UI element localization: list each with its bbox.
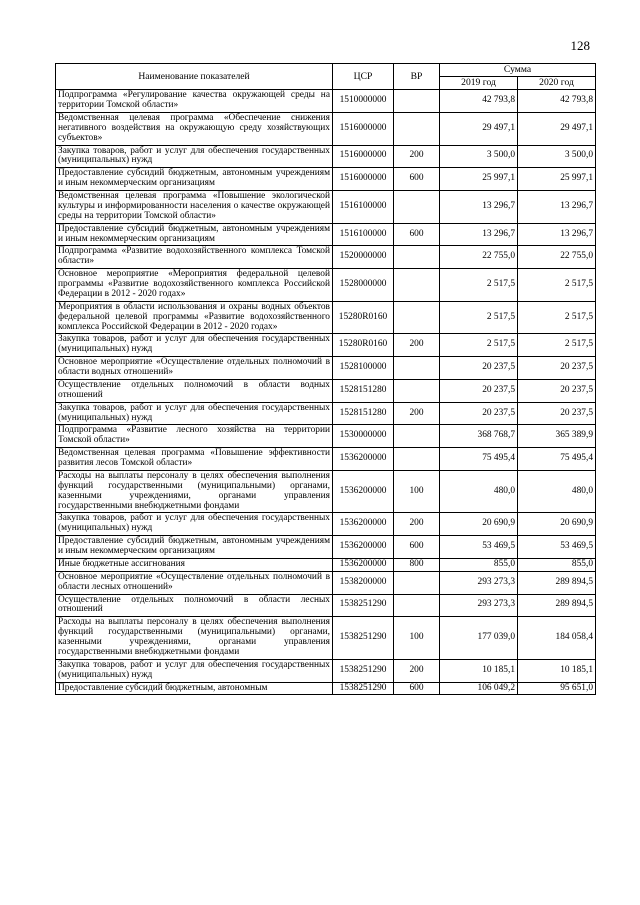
row-name: Мероприятия в области использования и охраны водных объектов федеральной целевой программы «Развитие водохозяйственного комплекса Российской Федерации в 2012 - 2020 годах» bbox=[56, 301, 333, 334]
row-vr bbox=[394, 269, 440, 302]
page-number: 128 bbox=[570, 38, 590, 53]
table-row bbox=[56, 536, 596, 559]
header-sum: Сумма bbox=[440, 64, 596, 77]
row-vr: 200 bbox=[394, 659, 440, 682]
row-csr: 1528151280 bbox=[333, 402, 394, 425]
row-vr: 600 bbox=[394, 536, 440, 559]
table-row bbox=[56, 112, 596, 145]
row-vr: 200 bbox=[394, 513, 440, 536]
row-vr bbox=[394, 90, 440, 113]
row-csr: 1516100000 bbox=[333, 223, 394, 246]
row-sum-2019: 293 273,3 bbox=[440, 594, 518, 617]
row-csr: 1516000000 bbox=[333, 145, 394, 168]
row-name: Подпрограмма «Развитие водохозяйственного комплекса Томской области» bbox=[56, 246, 333, 269]
row-name: Подпрограмма «Регулирование качества окружающей среды на территории Томской области» bbox=[56, 90, 333, 113]
row-vr: 200 bbox=[394, 145, 440, 168]
row-sum-2020: 480,0 bbox=[518, 470, 596, 513]
row-sum-2020: 29 497,1 bbox=[518, 112, 596, 145]
row-csr: 1516000000 bbox=[333, 168, 394, 191]
row-sum-2019: 10 185,1 bbox=[440, 659, 518, 682]
row-csr: 1536200000 bbox=[333, 536, 394, 559]
table-row bbox=[56, 425, 596, 448]
row-csr: 1520000000 bbox=[333, 246, 394, 269]
row-vr bbox=[394, 379, 440, 402]
row-name: Расходы на выплаты персоналу в целях обеспечения выполнения функций государственными (муниципальными) органами, казенными учреждениями, органами управления государственными внебюджетными фондами bbox=[56, 470, 333, 513]
table-row bbox=[56, 571, 596, 594]
row-sum-2019: 3 500,0 bbox=[440, 145, 518, 168]
row-name: Предоставление субсидий бюджетным, автономным bbox=[56, 682, 333, 695]
row-name: Осуществление отдельных полномочий в области водных отношений bbox=[56, 379, 333, 402]
row-vr bbox=[394, 112, 440, 145]
row-name: Предоставление субсидий бюджетным, автономным учреждениям и иным некоммерческим организациям bbox=[56, 168, 333, 191]
row-name: Закупка товаров, работ и услуг для обеспечения государственных (муниципальных) нужд bbox=[56, 334, 333, 357]
row-sum-2020: 13 296,7 bbox=[518, 223, 596, 246]
row-sum-2020: 20 237,5 bbox=[518, 379, 596, 402]
row-csr: 1516100000 bbox=[333, 191, 394, 224]
row-name: Предоставление субсидий бюджетным, автономным учреждениям и иным некоммерческим организациям bbox=[56, 536, 333, 559]
row-sum-2020: 42 793,8 bbox=[518, 90, 596, 113]
row-sum-2019: 106 049,2 bbox=[440, 682, 518, 695]
row-csr: 15280R0160 bbox=[333, 334, 394, 357]
row-csr: 1536200000 bbox=[333, 448, 394, 471]
row-csr: 1510000000 bbox=[333, 90, 394, 113]
row-csr: 1528000000 bbox=[333, 269, 394, 302]
row-csr: 1528100000 bbox=[333, 357, 394, 380]
row-name: Ведомственная целевая программа «Обеспечение снижения негативного воздействия на окружающую среду хозяйствующих субъектов» bbox=[56, 112, 333, 145]
row-name: Подпрограмма «Развитие лесного хозяйства на территории Томской области» bbox=[56, 425, 333, 448]
budget-table bbox=[55, 63, 596, 695]
row-sum-2019: 20 690,9 bbox=[440, 513, 518, 536]
row-name: Закупка товаров, работ и услуг для обеспечения государственных (муниципальных) нужд bbox=[56, 145, 333, 168]
row-name: Иные бюджетные ассигнования bbox=[56, 558, 333, 571]
row-vr: 200 bbox=[394, 402, 440, 425]
row-csr: 1528151280 bbox=[333, 379, 394, 402]
table-row bbox=[56, 223, 596, 246]
row-sum-2020: 289 894,5 bbox=[518, 571, 596, 594]
table-row bbox=[56, 334, 596, 357]
row-csr: 1536200000 bbox=[333, 470, 394, 513]
row-sum-2020: 2 517,5 bbox=[518, 301, 596, 334]
row-vr: 200 bbox=[394, 334, 440, 357]
table-body bbox=[56, 90, 596, 695]
row-vr: 800 bbox=[394, 558, 440, 571]
row-sum-2020: 95 651,0 bbox=[518, 682, 596, 695]
table-row bbox=[56, 246, 596, 269]
row-sum-2019: 368 768,7 bbox=[440, 425, 518, 448]
row-csr: 15280R0160 bbox=[333, 301, 394, 334]
table-row bbox=[56, 191, 596, 224]
row-sum-2019: 42 793,8 bbox=[440, 90, 518, 113]
row-name: Основное мероприятие «Осуществление отдельных полномочий в области водных отношений» bbox=[56, 357, 333, 380]
table-row bbox=[56, 357, 596, 380]
row-csr: 1538200000 bbox=[333, 571, 394, 594]
row-sum-2020: 10 185,1 bbox=[518, 659, 596, 682]
table-row bbox=[56, 402, 596, 425]
table-row bbox=[56, 379, 596, 402]
row-csr: 1516000000 bbox=[333, 112, 394, 145]
table-row bbox=[56, 269, 596, 302]
row-vr bbox=[394, 301, 440, 334]
header-csr: ЦСР bbox=[333, 64, 394, 90]
row-name: Осуществление отдельных полномочий в области лесных отношений bbox=[56, 594, 333, 617]
row-sum-2020: 13 296,7 bbox=[518, 191, 596, 224]
row-vr: 600 bbox=[394, 168, 440, 191]
table-row bbox=[56, 448, 596, 471]
row-vr bbox=[394, 571, 440, 594]
row-sum-2019: 25 997,1 bbox=[440, 168, 518, 191]
row-sum-2019: 29 497,1 bbox=[440, 112, 518, 145]
row-sum-2019: 20 237,5 bbox=[440, 357, 518, 380]
row-sum-2019: 293 273,3 bbox=[440, 571, 518, 594]
row-name: Закупка товаров, работ и услуг для обеспечения государственных (муниципальных) нужд bbox=[56, 402, 333, 425]
row-sum-2019: 20 237,5 bbox=[440, 379, 518, 402]
row-vr: 100 bbox=[394, 617, 440, 660]
table-row bbox=[56, 145, 596, 168]
row-sum-2020: 53 469,5 bbox=[518, 536, 596, 559]
row-csr: 1536200000 bbox=[333, 558, 394, 571]
row-sum-2019: 75 495,4 bbox=[440, 448, 518, 471]
row-name: Ведомственная целевая программа «Повышение экологической культуры и информированности населения о качестве окружающей среды на территории Томской области» bbox=[56, 191, 333, 224]
row-sum-2019: 855,0 bbox=[440, 558, 518, 571]
row-name: Закупка товаров, работ и услуг для обеспечения государственных (муниципальных) нужд bbox=[56, 659, 333, 682]
table-row bbox=[56, 594, 596, 617]
header-year-2019: 2019 год bbox=[440, 77, 518, 90]
table-row bbox=[56, 617, 596, 660]
header-year-2020: 2020 год bbox=[518, 77, 596, 90]
row-sum-2019: 2 517,5 bbox=[440, 334, 518, 357]
row-vr: 600 bbox=[394, 223, 440, 246]
row-sum-2020: 289 894,5 bbox=[518, 594, 596, 617]
row-sum-2019: 2 517,5 bbox=[440, 301, 518, 334]
table-row bbox=[56, 470, 596, 513]
row-name: Основное мероприятие «Осуществление отдельных полномочий в области лесных отношений» bbox=[56, 571, 333, 594]
row-sum-2020: 855,0 bbox=[518, 558, 596, 571]
row-sum-2019: 2 517,5 bbox=[440, 269, 518, 302]
row-name: Расходы на выплаты персоналу в целях обеспечения выполнения функций государственными (муниципальными) органами, казенными учреждениями, органами управления государственными внебюджетными фондами bbox=[56, 617, 333, 660]
row-name: Основное мероприятие «Мероприятия федеральной целевой программы «Развитие водохозяйственного комплекса Российской Федерации в 2012 - 2020 годах» bbox=[56, 269, 333, 302]
table-row bbox=[56, 558, 596, 571]
row-sum-2020: 75 495,4 bbox=[518, 448, 596, 471]
row-vr bbox=[394, 594, 440, 617]
table-row bbox=[56, 659, 596, 682]
row-sum-2019: 22 755,0 bbox=[440, 246, 518, 269]
table-row bbox=[56, 682, 596, 695]
row-sum-2019: 53 469,5 bbox=[440, 536, 518, 559]
row-vr bbox=[394, 191, 440, 224]
row-sum-2020: 3 500,0 bbox=[518, 145, 596, 168]
row-sum-2019: 13 296,7 bbox=[440, 223, 518, 246]
row-sum-2019: 20 237,5 bbox=[440, 402, 518, 425]
row-sum-2020: 365 389,9 bbox=[518, 425, 596, 448]
table-header bbox=[56, 64, 596, 90]
row-sum-2020: 20 237,5 bbox=[518, 357, 596, 380]
table-row bbox=[56, 513, 596, 536]
row-sum-2020: 20 237,5 bbox=[518, 402, 596, 425]
row-sum-2020: 20 690,9 bbox=[518, 513, 596, 536]
row-sum-2020: 184 058,4 bbox=[518, 617, 596, 660]
row-sum-2020: 2 517,5 bbox=[518, 334, 596, 357]
row-vr bbox=[394, 246, 440, 269]
row-vr bbox=[394, 425, 440, 448]
row-csr: 1538251290 bbox=[333, 682, 394, 695]
row-vr bbox=[394, 357, 440, 380]
row-sum-2019: 480,0 bbox=[440, 470, 518, 513]
row-csr: 1530000000 bbox=[333, 425, 394, 448]
table-row bbox=[56, 90, 596, 113]
row-sum-2019: 13 296,7 bbox=[440, 191, 518, 224]
table-row bbox=[56, 301, 596, 334]
row-name: Закупка товаров, работ и услуг для обеспечения государственных (муниципальных) нужд bbox=[56, 513, 333, 536]
row-sum-2020: 22 755,0 bbox=[518, 246, 596, 269]
row-vr: 600 bbox=[394, 682, 440, 695]
header-name: Наименование показателей bbox=[56, 64, 333, 90]
row-sum-2019: 177 039,0 bbox=[440, 617, 518, 660]
row-sum-2020: 2 517,5 bbox=[518, 269, 596, 302]
row-sum-2020: 25 997,1 bbox=[518, 168, 596, 191]
row-vr bbox=[394, 448, 440, 471]
row-csr: 1538251290 bbox=[333, 617, 394, 660]
table-row bbox=[56, 168, 596, 191]
row-vr: 100 bbox=[394, 470, 440, 513]
row-name: Ведомственная целевая программа «Повышение эффективности развития лесов Томской области» bbox=[56, 448, 333, 471]
row-name: Предоставление субсидий бюджетным, автономным учреждениям и иным некоммерческим организациям bbox=[56, 223, 333, 246]
header-vr: ВР bbox=[394, 64, 440, 90]
row-csr: 1536200000 bbox=[333, 513, 394, 536]
row-csr: 1538251290 bbox=[333, 659, 394, 682]
row-csr: 1538251290 bbox=[333, 594, 394, 617]
